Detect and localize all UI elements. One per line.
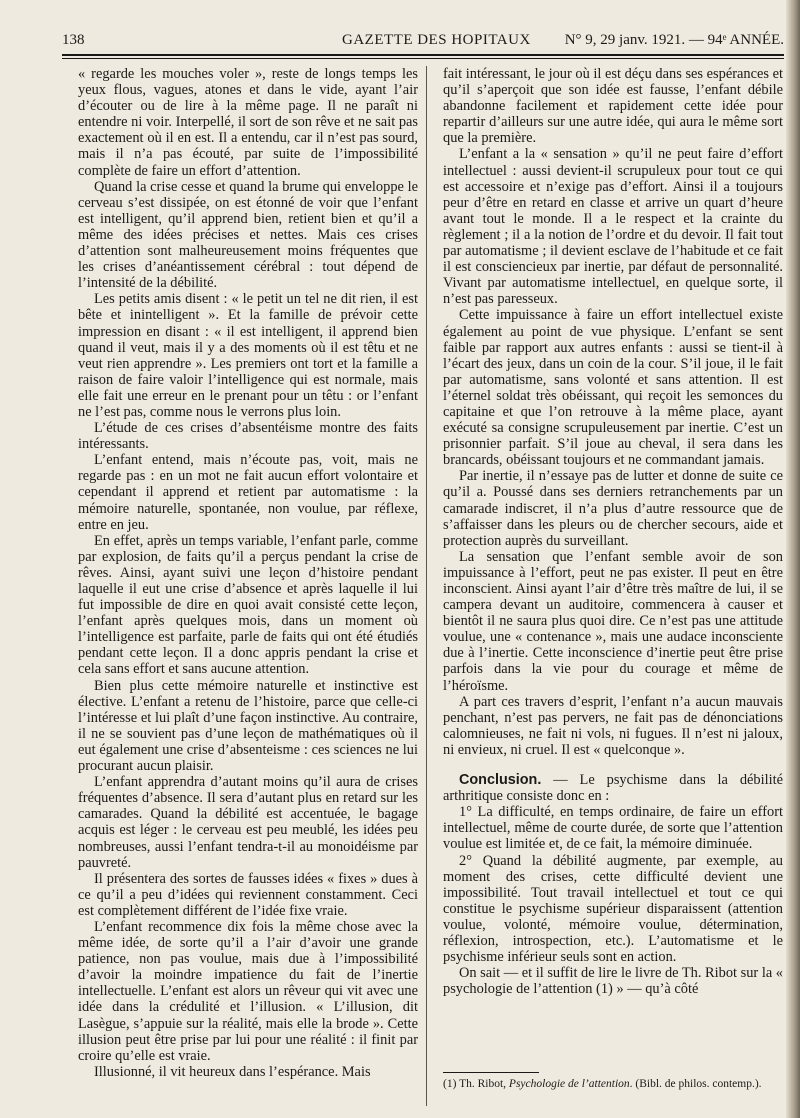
paragraph: A part ces travers d’esprit, l’enfant n’a aucun mauvais penchant, n’est pas pervers, ne fait pas de dénonciations calomnieuses, ne fait ni vols, ni fugues. Il n’est ni jaloux, ni envieux, ni cruel. Il est « quelconque ». xyxy=(443,693,783,758)
header-rule-thin xyxy=(62,58,784,59)
paragraph: On sait — et il suffit de lire le livre de Th. Ribot sur la « psychologie de l’attention (1) » — qu’à côté xyxy=(443,965,783,998)
conclusion-point: 2° Quand la débilité augmente, par exemple, au moment des crises, cette difficulté devient une impossibilité. Tout travail intellectuel et tout ce qui constitue le psychisme supérieur disparaissent (attention voulue, volonté, mémoire voulue, détermination, réflexion, introspection, etc.). L’automatisme et le psychisme inférieur seuls sont en action. xyxy=(443,852,783,966)
paragraph: Par inertie, il n’essaye pas de lutter et donne de suite ce qu’il a. Poussé dans ses derniers retranchements par un camarade indiscret, il n’a plus d’autre ressource que de s’affaisser dans les pleurs ou de chercher secours, aide et protection auprès du surveillant. xyxy=(443,468,783,549)
issue-info: N° 9, 29 janv. 1921. — 94ᵉ ANNÉE. xyxy=(564,32,784,48)
paragraph: Il présentera des sortes de fausses idées « fixes » dues à ce qu’il a peu d’idées qui reviennent constamment. Ceci est complètement différent de l’idée fixe vraie. xyxy=(78,870,418,919)
paragraph: L’enfant entend, mais n’écoute pas, voit, mais ne regarde pas : en un mot ne fait aucun effort volontaire et cependant il apprend et retient par automatisme : la mémoire naturelle, spontanée, non voulue, par réflexe, entre en jeu. xyxy=(78,452,418,533)
page-edge-shadow xyxy=(786,0,800,1118)
left-column xyxy=(78,66,418,1080)
paragraph: « regarde les mouches voler », reste de longs temps les yeux flous, vagues, atones et dans le vide, ayant l’air d’écouter ou de lire à la même page. Il ne paraît ni entendre ni voir. Interpellé, il sort de son rêve et ne sait pas exactement où il en est. Il a entendu, car il n’est pas sourd, mais il n’a pas écouté, par suite de l’impossibilité complète de faire un effort d’attention. xyxy=(78,66,418,179)
paragraph: Bien plus cette mémoire naturelle et instinctive est élective. L’enfant a retenu de l’histoire, parce que celle-ci l’intéresse et lui plaît d’une façon instinctive. Au contraire, il ne se souvient pas d’une leçon de mathématiques où il eut également une crise d’absenteisme : ces sciences ne lui procurant aucun plaisir. xyxy=(78,677,418,775)
paragraph: En effet, après un temps variable, l’enfant parle, comme par explosion, de faits qu’il a perçus pendant la crise de rêves. Ainsi, ayant suivi une leçon d’histoire pendant laquelle il eut une crise d’absence et après laquelle il lui fut impossible de dire en quoi avait consisté cette leçon, l’enfant après quelques mois, dans un moment où l’intelligence est parfaite, parle de faits qui ont été étudiés pendant cette leçon. Il a donc appris pendant la crise et cela sans effort et sans aucune attention. xyxy=(78,532,418,678)
paragraph: Illusionné, il vit heureux dans l’espérance. Mais xyxy=(94,1063,371,1080)
conclusion-heading: Conclusion. xyxy=(459,772,542,789)
conclusion-paragraph xyxy=(443,772,783,804)
conclusion-intro: — Le psychisme dans la débilité arthritique consiste donc en : xyxy=(443,772,783,805)
paragraph: L’étude de ces crises d’absentéisme montre des faits intéressants. xyxy=(78,420,418,453)
paragraph: Cette impuissance à faire un effort intellectuel existe également au point de vue physique. L’enfant se sent faible par rapport aux autres enfants : aussi se tient-il à l’écart des jeux, dans un coin de la cour. S’il joue, il le fait par automatisme, sans volonté et sans attention. Il est l’éternel soldat très obéissant, qui reçoit les semonces du capitaine et que l’on retrouve à la même place, ayant exécuté sa consigne scrupuleusement par inertie. C’est un prisonnier parfait. S’il joue au cheval, il sera dans les brancards, obéissant toujours et ne commandant jamais. xyxy=(443,307,783,469)
column-divider xyxy=(426,66,427,1106)
conclusion-point: 1° La difficulté, en temps ordinaire, de faire un effort intellectuel, même de courte durée, de sorte que l’attention voulue est limitée et, de ce fait, la mémoire diminuée. xyxy=(443,804,783,853)
paragraph: L’enfant recommence dix fois la même chose avec la même idée, de sorte qu’il a l’air d’avoir une grande patience, non pas voulue, mais due à l’impossibilité d’avoir la moindre impatience du fait de l’inertie intellectuelle. L’enfant est alors un rêveur qui vit avec une idée dans la crédulité et l’illusion. « L’illusion, dit Lasègue, s’appuie sur la réalité, mais elle la brode ». Cette illusion peut être prise par lui pour une réalité : il finit par croire qu’elle est vraie. xyxy=(78,918,418,1064)
paragraph: L’enfant apprendra d’autant moins qu’il aura de crises fréquentes d’absence. Il sera d’autant plus en retard sur les camarades. Quand la débilité est accentuée, le bagage acquis est léger : le cerveau est peu meublé, les idées peu nombreuses, aussi l’enfant tendra-t-il au monoidéisme par pauvreté. xyxy=(78,774,418,871)
footnote-mark: (1) Th. Ribot, xyxy=(443,1078,509,1090)
page-header xyxy=(62,28,784,52)
publication-title: GAZETTE DES HOPITAUX xyxy=(342,32,531,48)
footnote xyxy=(443,1078,783,1091)
footnote-title: Psychologie de l’attention xyxy=(508,1078,630,1090)
paragraph: Quand la crise cesse et quand la brume qui enveloppe le cerveau s’est dissipée, on est étonné de voir que l’enfant est intelligent, qu’il apprend bien, retient bien et qu’il a même des idées précises et nettes. Mais ces crises d’attention sont malheureusement moins fréquentes que les crises d’anéantissement cérébral : tout dépend de l’intensité de la débilité. xyxy=(78,178,418,292)
footnote-rule xyxy=(443,1072,539,1073)
header-rule xyxy=(62,54,784,56)
paragraph: fait intéressant, le jour où il est déçu dans ses espérances et qu’il s’aperçoit que son idée est fausse, l’enfant débile abandonne facilement et rapidement cette idée pour repartir d’ailleurs sur une autre idée, qui aura le même sort que la première. xyxy=(443,66,783,147)
paragraph: Les petits amis disent : « le petit un tel ne dit rien, il est bête et inintelligent ». Et la famille de prévoir cette impression en disant : « il est intelligent, il apprend bien quand il veut, mais il y a des moments où il est têtu et ne veut rien apprendre ». Les premiers ont tort et la famille a raison de faire valoir l’intelligence qui est normale, mais elle fait une erreur en le prenant pour un têtu : or l’enfant ne l’est pas, comme nous le verrons plus loin. xyxy=(78,291,418,420)
right-column xyxy=(443,66,783,997)
footnote-rest: . (Bibl. de philos. contemp.). xyxy=(629,1078,762,1090)
paragraph: L’enfant a la « sensation » qu’il ne peut faire d’effort intellectuel : aussi devient-il scrupuleux pour tout ce qui est accessoire et n’exige pas d’effort. Ainsi il a toujours peur d’être en retard en classe et arrive un quart d’heure avant tout le monde. Il a le respect et la crainte du règlement ; il a la notion de l’ordre et du devoir. Il fait tout par automatisme ; il devient esclave de l’habitude et ce fait il est consciencieux par inertie, par défaut de personnalité. Vivant par automatisme intellectuel, en quelque sorte, il n’est pas paresseux. xyxy=(443,146,783,308)
page-number: 138 xyxy=(62,32,85,48)
paragraph: La sensation que l’enfant semble avoir de son impuissance à l’effort, peut ne pas exister. Il peut en être inconscient. Ainsi ayant l’air d’être très maître de lui, il se campera devant un auditoire, commencera à causer et bientôt il ne saura plus quoi dire. Ce n’est pas une attitude voulue, une « contenance », mais une audace inconsciente due à l’inertie. Cette inconscience d’inertie peut être prise parfois dans la vie pour du courage et même de l’héroïsme. xyxy=(443,548,783,694)
